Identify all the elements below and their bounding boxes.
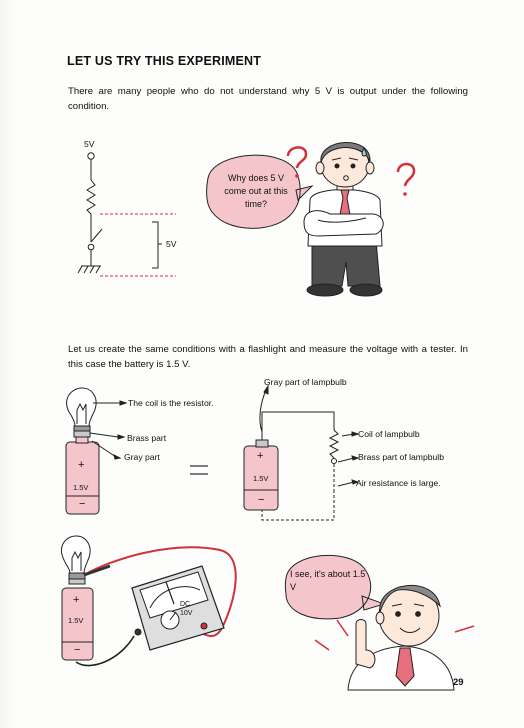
- range-label: 10V: [180, 610, 193, 617]
- gray-part-label: Gray part: [124, 452, 160, 462]
- section-heading: LET US TRY THIS EXPERIMENT: [67, 54, 262, 68]
- gray-part-of-lampbulb-label: Gray part of lampbulb: [264, 377, 347, 387]
- battery-plus-sign: +: [78, 459, 85, 471]
- brass-part-of-lampbulb-label: Brass part of lampbulb: [358, 452, 444, 462]
- dc-label: DC: [180, 601, 191, 608]
- speech-bubble-2-text: I see, it's about 1.5 V: [290, 569, 366, 592]
- battery-voltage-label: 1.5V: [73, 483, 89, 492]
- speech-bubble-1-text: Why does 5 V come out at this time?: [224, 173, 288, 209]
- coil-label: The coil is the resistor.: [128, 398, 214, 408]
- equivalent-minus-sign: −: [258, 494, 265, 506]
- tester-measurement: [62, 536, 236, 666]
- tester-plus-sign: +: [73, 594, 80, 606]
- coil-of-lampbulb-label: Coil of lampbulb: [358, 429, 420, 439]
- resistor-symbol: [87, 180, 95, 214]
- circuit-diagram: [78, 153, 176, 276]
- tester-minus-sign: −: [74, 644, 81, 656]
- air-resistance-label: Air resistance is large.: [356, 478, 441, 488]
- flashlight-bulb-battery: [66, 388, 126, 514]
- equivalent-battery-label: 1.5V: [253, 474, 269, 483]
- equivalent-plus-sign: +: [257, 450, 264, 462]
- page-number: 29: [453, 677, 464, 688]
- tester-battery-label: 1.5V: [68, 616, 84, 625]
- puzzled-man-illustration: [304, 142, 383, 296]
- switch-symbol: [91, 229, 102, 242]
- supply-voltage-label: 5V: [84, 139, 95, 149]
- equals-sign: [190, 466, 208, 474]
- experiment-paragraph: Let us create the same conditions with a flashlight and measure the voltage with a tester. In this case the battery is 1.5 V.: [68, 344, 468, 370]
- coil-resistor-symbol: [330, 430, 338, 458]
- brass-part-label: Brass part: [127, 433, 167, 443]
- battery-minus-sign: −: [79, 498, 86, 510]
- intro-paragraph: There are many people who do not understand why 5 V is output under the following condition.: [68, 86, 468, 112]
- output-voltage-label: 5V: [166, 239, 177, 249]
